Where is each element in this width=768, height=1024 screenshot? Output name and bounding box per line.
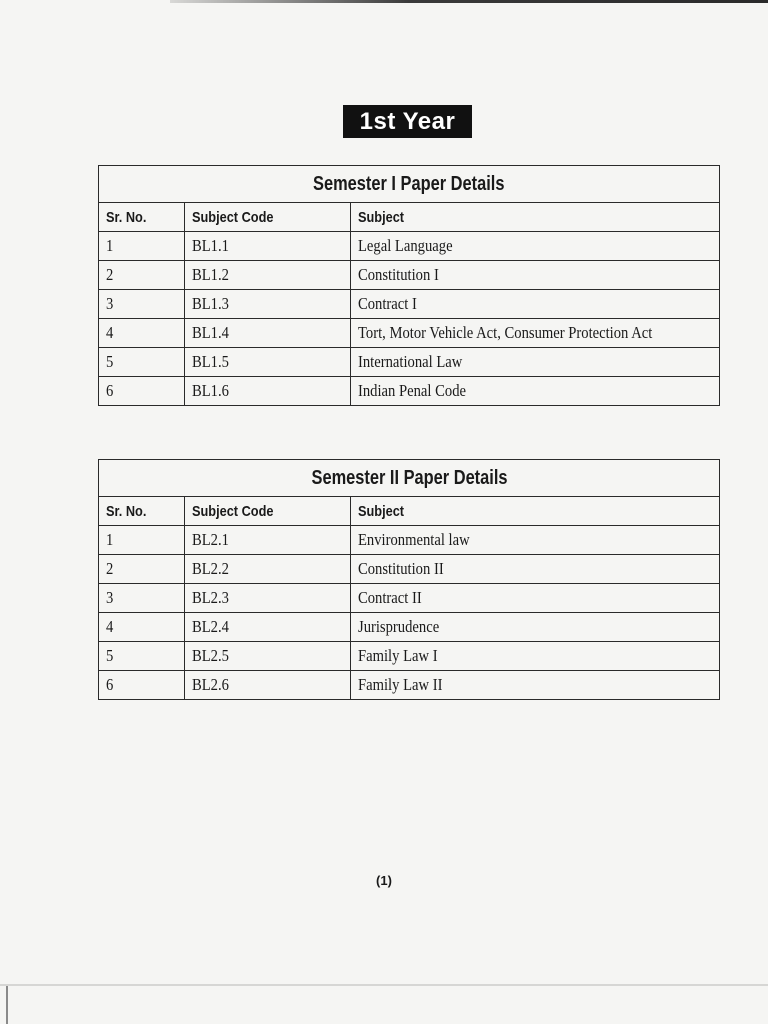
semester-2-title-text: Semester II Paper Details — [311, 466, 508, 489]
subject-text: Jurisprudence — [358, 617, 440, 636]
table-row — [99, 642, 720, 671]
subject-code-cell — [185, 526, 351, 555]
subject-text: Family Law I — [358, 646, 438, 665]
sr-no-cell — [99, 584, 185, 613]
sr-no-text: 6 — [106, 675, 114, 694]
semester-1-title-text: Semester I Paper Details — [313, 172, 505, 195]
sr-no-text: 5 — [106, 352, 114, 371]
subject-cell — [351, 671, 720, 700]
subject-text: Tort, Motor Vehicle Act, Consumer Protection Act — [358, 323, 653, 342]
subject-cell — [351, 642, 720, 671]
subject-text: Constitution I — [358, 265, 439, 284]
sr-no-cell — [99, 642, 185, 671]
subject-cell — [351, 584, 720, 613]
subject-code-text: BL1.4 — [192, 323, 229, 342]
subject-code-text: BL1.3 — [192, 294, 229, 313]
semester-2-table — [98, 459, 720, 700]
sr-no-cell — [99, 261, 185, 290]
header-subject — [351, 203, 720, 232]
subject-code-cell — [185, 232, 351, 261]
subject-code-text: BL2.4 — [192, 617, 229, 636]
table-row — [99, 290, 720, 319]
header-subject — [351, 497, 720, 526]
sr-no-cell — [99, 319, 185, 348]
header-subject-text: Subject — [358, 502, 405, 520]
subject-code-text: BL1.1 — [192, 236, 229, 255]
header-subject-text: Subject — [358, 208, 405, 226]
sr-no-text: 2 — [106, 559, 114, 578]
subject-code-cell — [185, 584, 351, 613]
header-sr-no-text: Sr. No. — [106, 502, 147, 520]
header-sr-no-text: Sr. No. — [106, 208, 147, 226]
table-row — [99, 319, 720, 348]
subject-cell — [351, 319, 720, 348]
page-number: (1) — [376, 873, 392, 888]
subject-cell — [351, 377, 720, 406]
table-row — [99, 555, 720, 584]
header-subject-code — [185, 497, 351, 526]
subject-cell — [351, 555, 720, 584]
subject-code-text: BL2.1 — [192, 530, 229, 549]
table-row — [99, 261, 720, 290]
subject-text: Constitution II — [358, 559, 444, 578]
sr-no-text: 5 — [106, 646, 114, 665]
subject-text: Family Law II — [358, 675, 443, 694]
subject-text: Indian Penal Code — [358, 381, 467, 400]
header-subject-code-text: Subject Code — [192, 502, 274, 520]
table-row — [99, 348, 720, 377]
sr-no-cell — [99, 348, 185, 377]
subject-code-cell — [185, 348, 351, 377]
subject-text: International Law — [358, 352, 463, 371]
sr-no-cell — [99, 290, 185, 319]
subject-code-cell — [185, 613, 351, 642]
sr-no-text: 4 — [106, 617, 114, 636]
subject-code-text: BL2.6 — [192, 675, 229, 694]
table-row — [99, 526, 720, 555]
scan-left-edge — [6, 986, 8, 1024]
table-row — [99, 377, 720, 406]
subject-cell — [351, 232, 720, 261]
semester-2-title — [99, 460, 720, 497]
header-subject-code — [185, 203, 351, 232]
subject-code-text: BL1.2 — [192, 265, 229, 284]
subject-code-cell — [185, 671, 351, 700]
subject-code-cell — [185, 261, 351, 290]
header-sr-no — [99, 497, 185, 526]
subject-cell — [351, 348, 720, 377]
subject-cell — [351, 261, 720, 290]
sr-no-text: 6 — [106, 381, 114, 400]
subject-text: Legal Language — [358, 236, 453, 255]
subject-code-text: BL2.3 — [192, 588, 229, 607]
table-row — [99, 584, 720, 613]
sr-no-text: 1 — [106, 236, 114, 255]
subject-cell — [351, 290, 720, 319]
subject-text: Contract II — [358, 588, 422, 607]
header-subject-code-text: Subject Code — [192, 208, 274, 226]
table-row — [99, 232, 720, 261]
scan-top-edge — [170, 0, 768, 3]
sr-no-cell — [99, 232, 185, 261]
semester-1-table — [98, 165, 720, 406]
subject-cell — [351, 526, 720, 555]
subject-code-text: BL2.2 — [192, 559, 229, 578]
semester-1-title — [99, 166, 720, 203]
subject-cell — [351, 613, 720, 642]
subject-text: Environmental law — [358, 530, 470, 549]
sr-no-text: 3 — [106, 294, 114, 313]
subject-code-cell — [185, 319, 351, 348]
sr-no-cell — [99, 671, 185, 700]
sr-no-text: 1 — [106, 530, 114, 549]
subject-code-cell — [185, 642, 351, 671]
sr-no-text: 4 — [106, 323, 114, 342]
year-banner: 1st Year — [343, 105, 472, 138]
subject-code-text: BL2.5 — [192, 646, 229, 665]
subject-code-cell — [185, 290, 351, 319]
scan-bottom-edge — [0, 984, 768, 986]
subject-code-text: BL1.6 — [192, 381, 229, 400]
subject-code-cell — [185, 377, 351, 406]
subject-code-text: BL1.5 — [192, 352, 229, 371]
subject-code-cell — [185, 555, 351, 584]
sr-no-cell — [99, 526, 185, 555]
sr-no-cell — [99, 377, 185, 406]
header-sr-no — [99, 203, 185, 232]
sr-no-cell — [99, 555, 185, 584]
subject-text: Contract I — [358, 294, 417, 313]
sr-no-text: 3 — [106, 588, 114, 607]
sr-no-cell — [99, 613, 185, 642]
table-row — [99, 613, 720, 642]
sr-no-text: 2 — [106, 265, 114, 284]
table-row — [99, 671, 720, 700]
